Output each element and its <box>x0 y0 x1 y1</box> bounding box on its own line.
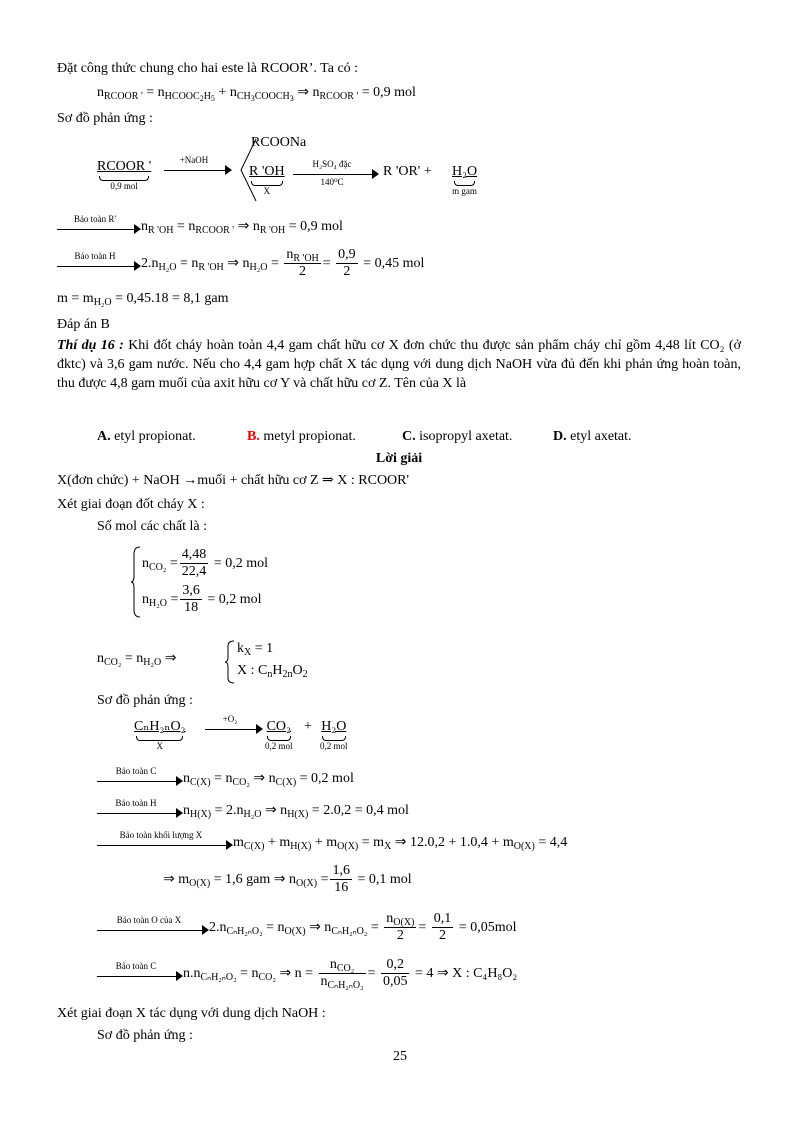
option-b: B. metyl propionat. <box>247 429 356 444</box>
conservation-o-line: Bảo toàn O của X $2.n_{C_nH_{2n}O_2} = n_{O(X)}$ ⇒ $n_{C_nH_{2n}O_2}$ = $\frac{n_{O(X)}}{2}$ = $\frac{0,1}{2}$ = 0,05mol <box>97 910 516 946</box>
mass-water-line: $m = m_{H_2O} = 0,45.18 = 8,1$ gam <box>57 291 229 308</box>
x-general-formula: X : $C_nH_{2n}O_2$ <box>237 663 308 680</box>
conservation-h-line: Bảo toàn H $2.n_{H_2O} = n_{R 'OH}$ ⇒ $n_{H_2O}$ = $\frac{n_{R 'OH}}{2}$ = $\frac{0,9}{2}$ = 0,45 mol <box>57 246 424 282</box>
product-ether: R 'OR' + <box>383 164 432 179</box>
arrow-naoh: +NaOH <box>164 159 232 177</box>
solution-line-1: X(đơn chức) + NaOH →muối + chất hữu cơ Z ⇒ X : RCOOR' <box>57 473 410 488</box>
system-brace-icon <box>130 546 142 618</box>
mol-co2: $n_{CO_2}$ = $\frac{4,48}{22,4}$ = 0,2 mol <box>142 547 268 580</box>
option-c: C. isopropyl axetat. <box>402 429 513 444</box>
solution-line-3: Số mol các chất là : <box>97 519 208 534</box>
answer-line: Đáp án B <box>57 317 110 332</box>
arrow-o2: +O₂ <box>205 718 263 736</box>
conservation-c-line-2: Bảo toàn C $n.n_{C_nH_{2n}O_2} = n_{CO_2}$ ⇒ n = $\frac{n_{CO_2}}{n_{C_nH_{2n}O_2}}$ = $\frac{0,2}{0,05}$ = 4 ⇒ X : C₄H₈O₂ <box>97 956 517 992</box>
option-a: A. etyl propionat. <box>97 429 196 444</box>
intro-line: Đặt công thức chung cho hai este là RCOOR’. Ta có : <box>57 61 359 76</box>
equation-sum-esters: $n_{RCOOR '} = n_{HCOOC_2H_5} + n_{CH_3COOCH_3}$ ⇒ $n_{RCOOR '} = 0,9$ mol <box>97 85 416 103</box>
solution-line-2: Xét giai đoạn đốt cháy X : <box>57 497 205 512</box>
solution-line-6: Sơ đồ phản ứng : <box>97 1028 193 1043</box>
reactant-ester: RCOOR ' 0,9 mol <box>97 159 152 191</box>
mol-h2o: $n_{H_2O}$ = $\frac{3,6}{18}$ = 0,2 mol <box>142 583 262 616</box>
conservation-h-line-2: Bảo toàn H $n_{H(X)} = 2.n_{H_2O}$ ⇒ $n_{H(X)} = 2.0,2 = 0,4$ mol <box>97 802 409 820</box>
solution-title: Lời giải <box>375 451 423 466</box>
kx-condition: $n_{CO_2} = n_{H_2O}$ ⇒ <box>97 651 177 668</box>
product-water: H₂O m gam <box>452 164 478 196</box>
scheme-heading: Sơ đồ phản ứng : <box>57 111 153 126</box>
product-co2: CO₂ 0,2 mol <box>265 719 293 751</box>
example-16-question: Thí dụ 16 : Khi đốt cháy hoàn toàn 4,4 gam chất hữu cơ X đơn chức thu được sản phẩm cháy chỉ gồm 4,48 lít CO₂ (ở đktc) và 3,6 gam nước. Nếu cho 4,4 gam hợp chất X tác dụng với dung dịch NaOH vừa đủ đến khi phản ứng hoàn toàn, thu được 4,8 gam muối của axit hữu cơ Y và chất hữu cơ Z. Tên của X là <box>57 338 741 391</box>
conservation-r-line: Bảo toàn R' $n_{R 'OH} = n_{RCOOR '}$ ⇒ $n_{R 'OH} = 0,9$ mol <box>57 218 343 236</box>
reactant-x: CₙH₂ₙO₂ X <box>134 719 186 751</box>
page-number: 25 <box>393 1049 407 1064</box>
arrow-h2so4: H₂SO₄ đặc 140⁰C <box>293 163 379 181</box>
product-alcohol: R 'OH X <box>249 164 285 196</box>
product-h2o: H₂O 0,2 mol <box>320 719 348 751</box>
oxygen-mass-line: ⇒ $m_{O(X)} = 1,6$ gam ⇒ $n_{O(X)}$ = $\frac{1,6}{16}$ = 0,1 mol <box>163 863 412 896</box>
product-rcoona: RCOONa <box>251 135 307 150</box>
solution-line-5: Xét giai đoạn X tác dụng với dung dịch NaOH : <box>57 1006 326 1021</box>
scheme-heading-2: Sơ đồ phản ứng : <box>97 693 193 708</box>
option-d: D. etyl axetat. <box>553 429 632 444</box>
conservation-c-line: Bảo toàn C $n_{C(X)} = n_{CO_2}$ ⇒ $n_{C(X)} = 0,2$ mol <box>97 770 354 788</box>
conservation-mass-line: Bảo toàn khối lượng X $m_{C(X)} + m_{H(X)} + m_{O(X)} = m_X$ ⇒ $12.0,2 + 1.0,4 + m_{O(X)} = 4,4$ <box>97 834 567 852</box>
kx-value: $k_X = 1$ <box>237 641 274 658</box>
kx-brace-icon <box>224 640 236 684</box>
plus-sign: + <box>304 719 312 734</box>
